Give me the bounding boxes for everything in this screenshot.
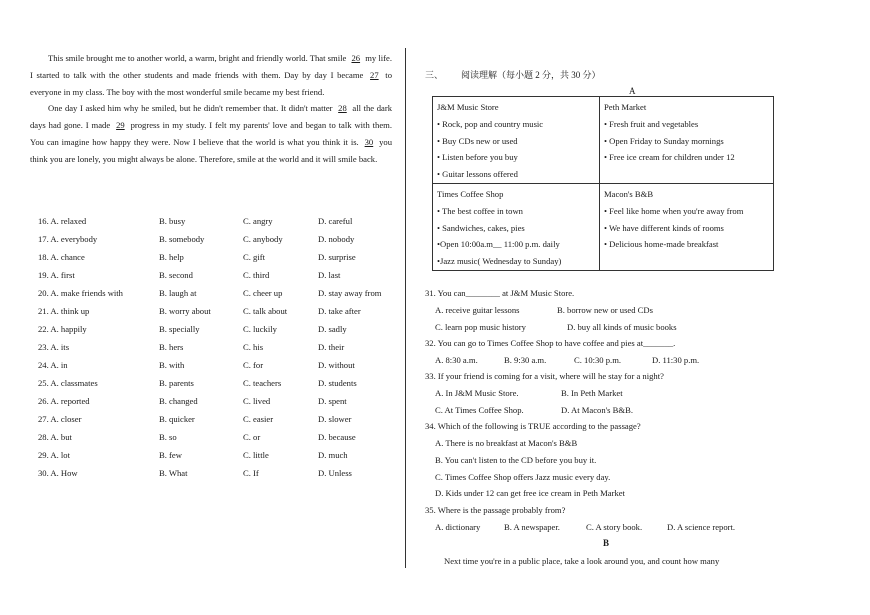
option-choice: 25. A. classmates <box>38 378 98 388</box>
option-row <box>38 252 398 270</box>
option-choice: D. last <box>318 270 341 280</box>
option-33b: B. In Peth Market <box>561 388 623 398</box>
option-choice: 22. A. happily <box>38 324 87 334</box>
option-choice: D. much <box>318 450 348 460</box>
option-choice: C. cheer up <box>243 288 283 298</box>
option-34c: C. Times Coffee Shop offers Jazz music every day. <box>435 472 611 482</box>
option-32b: B. 9:30 a.m. <box>504 355 547 365</box>
section-title: 阅读理解（每小题 2 分，共 30 分） <box>461 70 601 80</box>
ad-line: • Buy CDs new or used <box>437 135 518 146</box>
option-choice: 17. A. everybody <box>38 234 98 244</box>
option-choice: D. Unless <box>318 468 352 478</box>
option-choice: C. anybody <box>243 234 283 244</box>
option-choice: B. help <box>159 252 184 262</box>
text-run: to everyone in my class. The boy with the most wonderful smile became my best friend. <box>30 69 392 97</box>
option-32c: C. 10:30 p.m. <box>574 355 622 365</box>
ad-line: • Delicious home-made breakfast <box>604 239 719 250</box>
ad-line: • Rock, pop and country music <box>437 118 544 129</box>
column-divider <box>405 48 406 568</box>
option-choice: 24. A. in <box>38 360 68 370</box>
ad-line: •Jazz music( Wednesday to Sunday) <box>437 256 562 267</box>
cloze-options-list <box>38 216 398 486</box>
option-choice: D. because <box>318 432 356 442</box>
option-choice: 23. A. its <box>38 342 70 352</box>
passage-a-label: A <box>629 86 636 96</box>
option-35c: C. A story book. <box>586 522 643 532</box>
option-choice: C. third <box>243 270 270 280</box>
option-choice: D. students <box>318 378 357 388</box>
ad-line: • Free ice cream for children under 12 <box>604 152 735 163</box>
option-choice: C. his <box>243 342 264 352</box>
option-34b: B. You can't listen to the CD before you buy it. <box>435 455 597 465</box>
text-run: One day I asked him why he smiled, but he didn't remember that. It didn't matter <box>48 103 336 114</box>
option-choice: B. parents <box>159 378 194 388</box>
ads-row <box>433 97 774 184</box>
ad-title: Times Coffee Shop <box>437 188 504 199</box>
option-choice: D. without <box>318 360 355 370</box>
blank-28: 28 <box>338 103 347 114</box>
option-31b: B. borrow new or used CDs <box>557 305 653 315</box>
ad-line: • Sandwiches, cakes, pies <box>437 222 525 233</box>
blank-30: 30 <box>364 136 374 147</box>
option-choice: B. laugh at <box>159 288 197 298</box>
option-choice: C. little <box>243 450 269 460</box>
option-choice: D. stay away from <box>318 288 382 298</box>
option-choice: C. for <box>243 360 264 370</box>
option-choice: D. sadly <box>318 324 347 334</box>
option-row <box>38 414 398 432</box>
option-row <box>38 342 398 360</box>
option-row <box>38 378 398 396</box>
option-row <box>38 396 398 414</box>
option-31a: A. receive guitar lessons <box>435 305 520 315</box>
option-row <box>38 270 398 288</box>
option-choice: 26. A. reported <box>38 396 90 406</box>
option-choice: 21. A. think up <box>38 306 90 316</box>
question-35: 35. Where is the passage probably from? <box>425 505 566 515</box>
option-row <box>38 306 398 324</box>
blank-26: 26 <box>351 53 361 63</box>
option-choice: B. worry about <box>159 306 211 316</box>
option-33a: A. In J&M Music Store. <box>435 388 519 398</box>
ads-table <box>432 96 774 271</box>
ad-line: • Fresh fruit and vegetables <box>604 118 699 129</box>
option-choice: D. nobody <box>318 234 355 244</box>
question-33: 33. If your friend is coming for a visit, where will he stay for a night? <box>425 371 664 381</box>
option-choice: 18. A. chance <box>38 252 85 262</box>
option-row <box>38 234 398 252</box>
ad-cell <box>600 97 774 184</box>
option-32a: A. 8:30 a.m. <box>435 355 478 365</box>
text-run: all the dark days had gone. I made <box>30 103 392 131</box>
option-choice: 29. A. lot <box>38 450 70 460</box>
option-choice: 30. A. How <box>38 468 78 478</box>
question-32: 32. You can go to Times Coffee Shop to have coffee and pies at_______. <box>425 338 676 348</box>
text-run: you think you are lonely, you might always be alone. Therefore, smile at the world and it will smile back. <box>30 136 392 164</box>
passage-b-first-line: Next time you're in a public place, take a look around you, and count how many <box>444 556 720 566</box>
option-choice: 19. A. first <box>38 270 75 280</box>
option-choice: B. changed <box>159 396 198 406</box>
option-choice: B. hers <box>159 342 184 352</box>
option-row <box>38 360 398 378</box>
ad-line: • Open Friday to Sunday mornings <box>604 135 724 146</box>
ad-line: • Guitar lessons offered <box>437 169 518 180</box>
option-row <box>38 468 398 486</box>
option-choice: 16. A. relaxed <box>38 216 87 226</box>
passage-b-label: B <box>603 538 610 548</box>
question-34: 34. Which of the following is TRUE according to the passage? <box>425 421 641 431</box>
option-choice: D. slower <box>318 414 352 424</box>
option-choice: C. talk about <box>243 306 288 316</box>
ad-cell <box>433 97 600 184</box>
ad-title: Macon's B&B <box>604 188 654 199</box>
option-choice: D. take after <box>318 306 361 316</box>
option-choice: 27. A. closer <box>38 414 82 424</box>
option-choice: B. somebody <box>159 234 205 244</box>
ad-line: • Feel like home when you're away from <box>604 205 744 216</box>
option-choice: C. gift <box>243 252 265 262</box>
option-choice: C. or <box>243 432 261 442</box>
option-choice: B. What <box>159 468 188 478</box>
option-choice: D. their <box>318 342 345 352</box>
passage-paragraph-1 <box>30 50 392 100</box>
cloze-passage <box>30 50 392 168</box>
option-31d: D. buy all kinds of music books <box>567 322 677 332</box>
option-35b: B. A newspaper. <box>504 522 560 532</box>
option-31c: C. learn pop music history <box>435 322 526 332</box>
section-number: 三、 <box>425 70 444 80</box>
text-run: my life. I started to talk with the other students and made friends with them. Day by day I became <box>30 53 392 80</box>
option-32d: D. 11:30 p.m. <box>652 355 700 365</box>
passage-paragraph-2 <box>30 100 392 167</box>
ad-cell <box>600 183 774 270</box>
option-choice: B. quicker <box>159 414 195 424</box>
option-choice: D. spent <box>318 396 347 406</box>
option-choice: B. with <box>159 360 185 370</box>
option-35d: D. A science report. <box>667 522 736 532</box>
option-row <box>38 324 398 342</box>
ad-line: • The best coffee in town <box>437 205 523 216</box>
option-choice: 20. A. make friends with <box>38 288 123 298</box>
text-run: This smile brought me to another world, a warm, bright and friendly world. That smile <box>48 53 349 63</box>
option-33c: C. At Times Coffee Shop. <box>435 405 524 415</box>
blank-29: 29 <box>116 120 125 131</box>
option-row <box>38 288 398 306</box>
option-choice: C. teachers <box>243 378 282 388</box>
option-choice: D. careful <box>318 216 353 226</box>
ad-cell <box>433 183 600 270</box>
option-row <box>38 450 398 468</box>
option-choice: D. surprise <box>318 252 356 262</box>
question-31: 31. You can________ at J&M Music Store. <box>425 288 575 298</box>
option-choice: C. If <box>243 468 259 478</box>
option-35a: A. dictionary <box>435 522 481 532</box>
option-choice: 28. A. but <box>38 432 72 442</box>
option-choice: B. so <box>159 432 177 442</box>
option-34d: D. Kids under 12 can get free ice cream in Peth Market <box>435 488 625 498</box>
option-choice: B. few <box>159 450 182 460</box>
option-choice: B. busy <box>159 216 186 226</box>
option-choice: B. specially <box>159 324 200 334</box>
ads-row <box>433 183 774 270</box>
option-row <box>38 216 398 234</box>
ad-line: •Open 10:00a.m__ 11:00 p.m. daily <box>437 239 560 250</box>
option-choice: C. angry <box>243 216 273 226</box>
ad-title: J&M Music Store <box>437 102 499 112</box>
text-run: progress in my study. I felt my parents' love and began to talk with them. You can imagine how happy they were. Now I believe that the world is what you think it is. <box>30 120 392 147</box>
option-34a: A. There is no breakfast at Macon's B&B <box>435 438 578 448</box>
option-choice: C. lived <box>243 396 271 406</box>
option-choice: C. easier <box>243 414 274 424</box>
ad-line: • We have different kinds of rooms <box>604 222 724 233</box>
option-33d: D. At Macon's B&B. <box>561 405 633 415</box>
blank-27: 27 <box>370 69 379 80</box>
section-heading <box>425 68 601 81</box>
ad-line: • Listen before you buy <box>437 152 518 163</box>
ad-title: Peth Market <box>604 102 647 112</box>
option-choice: C. luckily <box>243 324 277 334</box>
option-row <box>38 432 398 450</box>
option-choice: B. second <box>159 270 193 280</box>
